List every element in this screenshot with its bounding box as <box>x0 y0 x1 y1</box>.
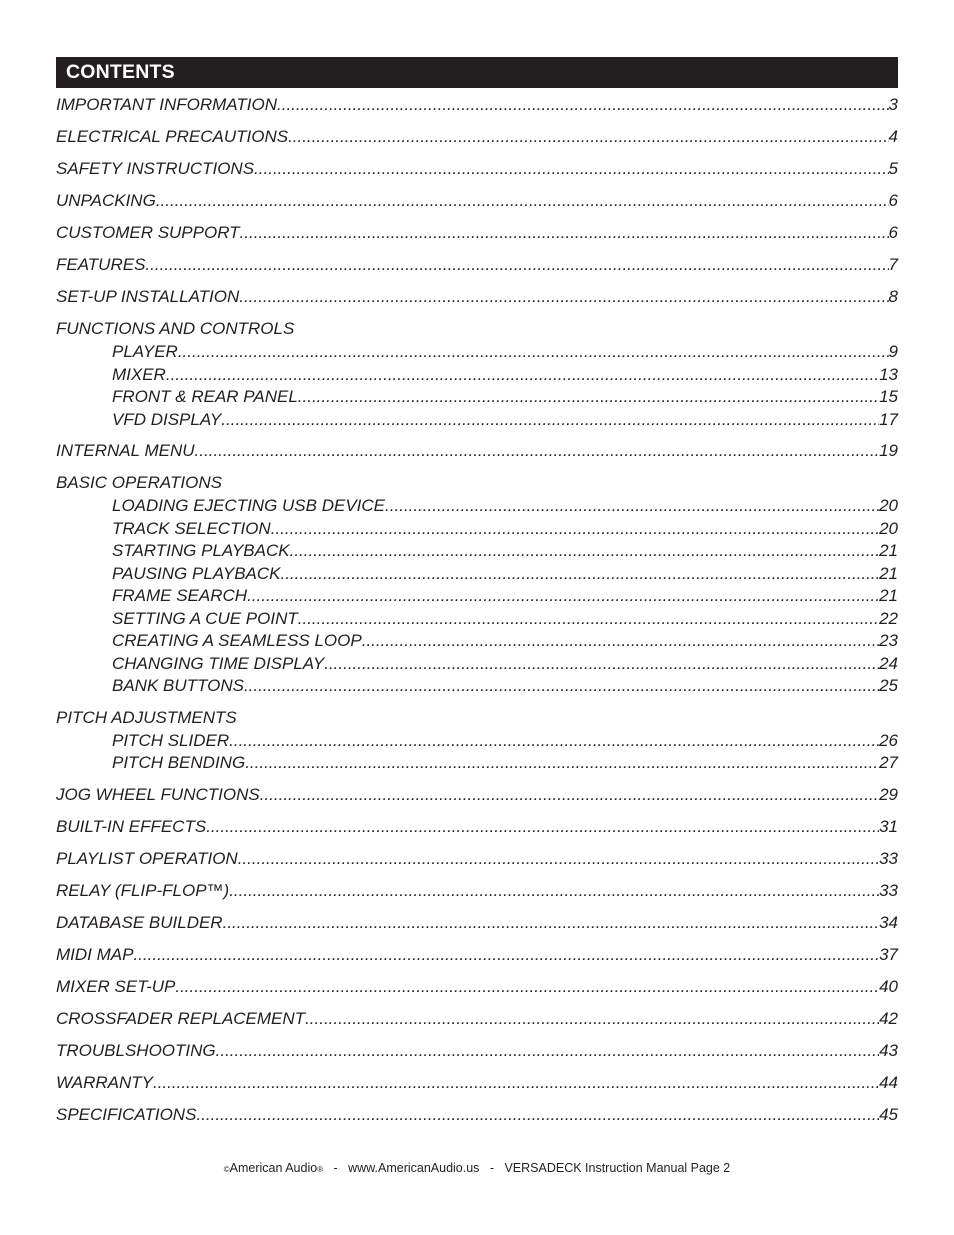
toc-dot-leader <box>175 975 879 999</box>
toc-page-number: 20 <box>879 518 898 538</box>
toc-page-number: 9 <box>888 342 898 361</box>
toc-dot-leader <box>229 730 879 753</box>
toc-entry-title: LOADING EJECTING USB DEVICE <box>112 496 385 515</box>
toc-page-number: 31 <box>879 816 898 836</box>
toc-dot-leader <box>385 495 879 518</box>
toc-subentry <box>56 540 898 563</box>
toc-dot-leader <box>221 409 879 432</box>
toc-entry <box>56 221 898 245</box>
page-title: CONTENTS <box>66 61 175 83</box>
toc-page-number: 45 <box>879 1104 898 1124</box>
toc-page-number: 22 <box>879 608 898 628</box>
toc-entry-title: CROSSFADER REPLACEMENT <box>56 1008 306 1028</box>
toc-page-number: 37 <box>879 944 898 964</box>
toc-page-number: 25 <box>879 676 898 695</box>
toc-entry-title: CUSTOMER SUPPORT <box>56 223 240 242</box>
toc-entry-title: PLAYER <box>112 342 178 361</box>
toc-page-number: 21 <box>879 541 898 560</box>
toc-entry-title: SAFETY INSTRUCTIONS <box>56 159 255 178</box>
toc-page-number: 6 <box>888 191 898 210</box>
toc-entry-title: PITCH BENDING <box>112 753 246 772</box>
toc-entry-title: INTERNAL MENU <box>56 441 195 460</box>
toc-entry <box>56 1071 898 1095</box>
toc-subentry <box>56 630 898 653</box>
toc-subentry <box>56 386 898 409</box>
toc-entry <box>56 847 898 871</box>
registered-symbol: ® <box>317 1165 324 1174</box>
toc-dot-leader <box>216 1039 879 1063</box>
toc-section-heading: FUNCTIONS AND CONTROLS <box>56 319 295 338</box>
toc-entry <box>56 125 898 149</box>
toc-dot-leader <box>196 1103 879 1127</box>
toc-dot-leader <box>145 253 888 277</box>
toc-entry-title: WARRANTY <box>56 1072 153 1092</box>
toc-dot-leader <box>245 752 879 775</box>
toc-dot-leader <box>239 285 888 309</box>
toc-subentry <box>56 675 898 698</box>
toc-dot-leader <box>240 221 889 245</box>
toc-page-number: 21 <box>879 563 898 583</box>
toc-section-heading: PITCH ADJUSTMENTS <box>56 707 237 727</box>
toc-dot-leader <box>244 675 879 698</box>
toc-dot-leader <box>280 563 879 586</box>
toc-dot-leader <box>362 630 879 653</box>
toc-entry-title: SPECIFICATIONS <box>56 1104 197 1124</box>
toc-entry-title: RELAY (FLIP-FLOP™) <box>56 880 230 900</box>
toc-page-number: 8 <box>888 287 898 306</box>
toc-section-group <box>56 317 898 431</box>
toc-entry <box>56 943 898 967</box>
toc-entry-title: CREATING A SEAMLESS LOOP <box>112 631 362 650</box>
toc-page-number: 42 <box>879 1008 898 1028</box>
toc-entry-title: TRACK SELECTION <box>112 518 271 538</box>
toc-page-number: 26 <box>879 730 898 750</box>
toc-entry-title: MIXER <box>112 364 166 384</box>
toc-page-number: 13 <box>879 364 898 384</box>
toc-entry-title: BUILT-IN EFFECTS <box>56 816 207 836</box>
toc-section-group <box>56 706 898 775</box>
toc-entry <box>56 879 898 903</box>
toc-section-heading: BASIC OPERATIONS <box>56 473 222 492</box>
footer-website: www.AmericanAudio.us <box>348 1161 480 1175</box>
toc-entry <box>56 975 898 999</box>
toc-page-number: 29 <box>879 784 898 804</box>
toc-entry-title: VFD DISPLAY <box>112 409 222 429</box>
footer-separator: - <box>489 1161 495 1175</box>
toc-dot-leader <box>298 386 879 409</box>
toc-page-number: 40 <box>879 976 898 996</box>
toc-entry-title: PITCH SLIDER <box>112 730 230 750</box>
toc-entry-title: ELECTRICAL PRECAUTIONS <box>56 127 289 146</box>
toc-subentry <box>56 495 898 518</box>
toc-entry <box>56 815 898 839</box>
toc-dot-leader <box>229 879 879 903</box>
toc-page-number: 3 <box>888 95 898 114</box>
toc-dot-leader <box>298 608 879 631</box>
toc-page-number: 23 <box>879 631 898 650</box>
toc-entry-title: UNPACKING <box>56 191 156 210</box>
toc-page-number: 6 <box>888 223 898 242</box>
toc-entry <box>56 93 898 117</box>
toc-entry-title: DATABASE BUILDER <box>56 912 223 932</box>
toc-entry-title: SET-UP INSTALLATION <box>56 287 240 306</box>
toc-page-number: 5 <box>888 159 898 178</box>
toc-dot-leader <box>324 653 879 676</box>
toc-dot-leader <box>166 364 879 387</box>
toc-page-number: 17 <box>879 409 898 429</box>
toc-page-number: 15 <box>879 387 898 406</box>
toc-entry-title: STARTING PLAYBACK <box>112 541 290 560</box>
toc-entry-title: FRAME SEARCH <box>112 586 248 605</box>
toc-subentry <box>56 364 898 387</box>
toc-page-number: 24 <box>879 653 898 673</box>
toc-entry-title: FRONT & REAR PANEL <box>112 387 298 406</box>
toc-subentry <box>56 730 898 753</box>
copyright-symbol: © <box>223 1165 230 1174</box>
footer-separator: - <box>333 1161 338 1175</box>
toc-subentry <box>56 608 898 631</box>
toc-dot-leader <box>206 815 879 839</box>
footer-brand: American Audio <box>229 1161 318 1175</box>
toc-page-number: 43 <box>879 1040 898 1060</box>
toc-entry <box>56 285 898 309</box>
toc-entry-title: PLAYLIST OPERATION <box>56 848 238 868</box>
toc-dot-leader <box>254 157 888 181</box>
toc-entry <box>56 189 898 213</box>
toc-page-number: 33 <box>879 880 898 900</box>
toc-entry-title: MIXER SET-UP <box>56 976 176 996</box>
toc-entry-title: SETTING A CUE POINT <box>112 608 298 628</box>
toc-entry <box>56 783 898 807</box>
toc-entry-title: TROUBLSHOOTING <box>56 1040 216 1060</box>
toc-subentry <box>56 563 898 586</box>
toc-entry <box>56 253 898 277</box>
toc-page-number: 27 <box>879 753 898 772</box>
toc-page-number: 4 <box>888 127 898 146</box>
toc-dot-leader <box>277 93 889 117</box>
toc-entry <box>56 1039 898 1063</box>
table-of-contents <box>56 93 898 1127</box>
toc-dot-leader <box>156 189 889 213</box>
toc-entry <box>56 157 898 181</box>
toc-entry <box>56 1007 898 1031</box>
toc-subentry <box>56 752 898 775</box>
contents-header-bar <box>56 57 898 88</box>
footer-manual-page: VERSADECK Instruction Manual Page 2 <box>504 1161 731 1175</box>
toc-subentry <box>56 518 898 541</box>
page-footer <box>0 1161 954 1175</box>
toc-dot-leader <box>260 783 879 807</box>
toc-dot-leader <box>305 1007 879 1031</box>
toc-page-number: 34 <box>879 912 898 932</box>
toc-subentry <box>56 585 898 608</box>
toc-dot-leader <box>290 540 879 563</box>
toc-dot-leader <box>195 439 880 463</box>
toc-entry <box>56 911 898 935</box>
toc-page-number: 19 <box>879 441 898 460</box>
toc-dot-leader <box>153 1071 879 1095</box>
toc-entry <box>56 1103 898 1127</box>
toc-page-number: 44 <box>879 1072 898 1092</box>
toc-entry-title: CHANGING TIME DISPLAY <box>112 653 325 673</box>
toc-entry-title: JOG WHEEL FUNCTIONS <box>56 784 260 804</box>
toc-subentry <box>56 653 898 676</box>
toc-dot-leader <box>238 847 879 871</box>
toc-section-group <box>56 471 898 698</box>
toc-subentry <box>56 409 898 432</box>
toc-page-number: 7 <box>888 255 898 274</box>
toc-dot-leader <box>178 341 889 364</box>
toc-dot-leader <box>247 585 879 608</box>
toc-entry-title: MIDI MAP <box>56 944 134 964</box>
toc-page-number: 33 <box>879 848 898 868</box>
toc-dot-leader <box>288 125 888 149</box>
toc-page-number: 21 <box>879 586 898 605</box>
toc-dot-leader <box>271 518 879 541</box>
toc-dot-leader <box>223 911 879 935</box>
toc-dot-leader <box>133 943 879 967</box>
toc-subentry <box>56 341 898 364</box>
toc-page-number: 20 <box>879 496 898 515</box>
toc-entry-title: PAUSING PLAYBACK <box>112 563 281 583</box>
toc-entry-title: IMPORTANT INFORMATION <box>56 95 277 114</box>
toc-entry-title: BANK BUTTONS <box>112 676 244 695</box>
toc-entry <box>56 439 898 463</box>
toc-entry-title: FEATURES <box>56 255 146 274</box>
